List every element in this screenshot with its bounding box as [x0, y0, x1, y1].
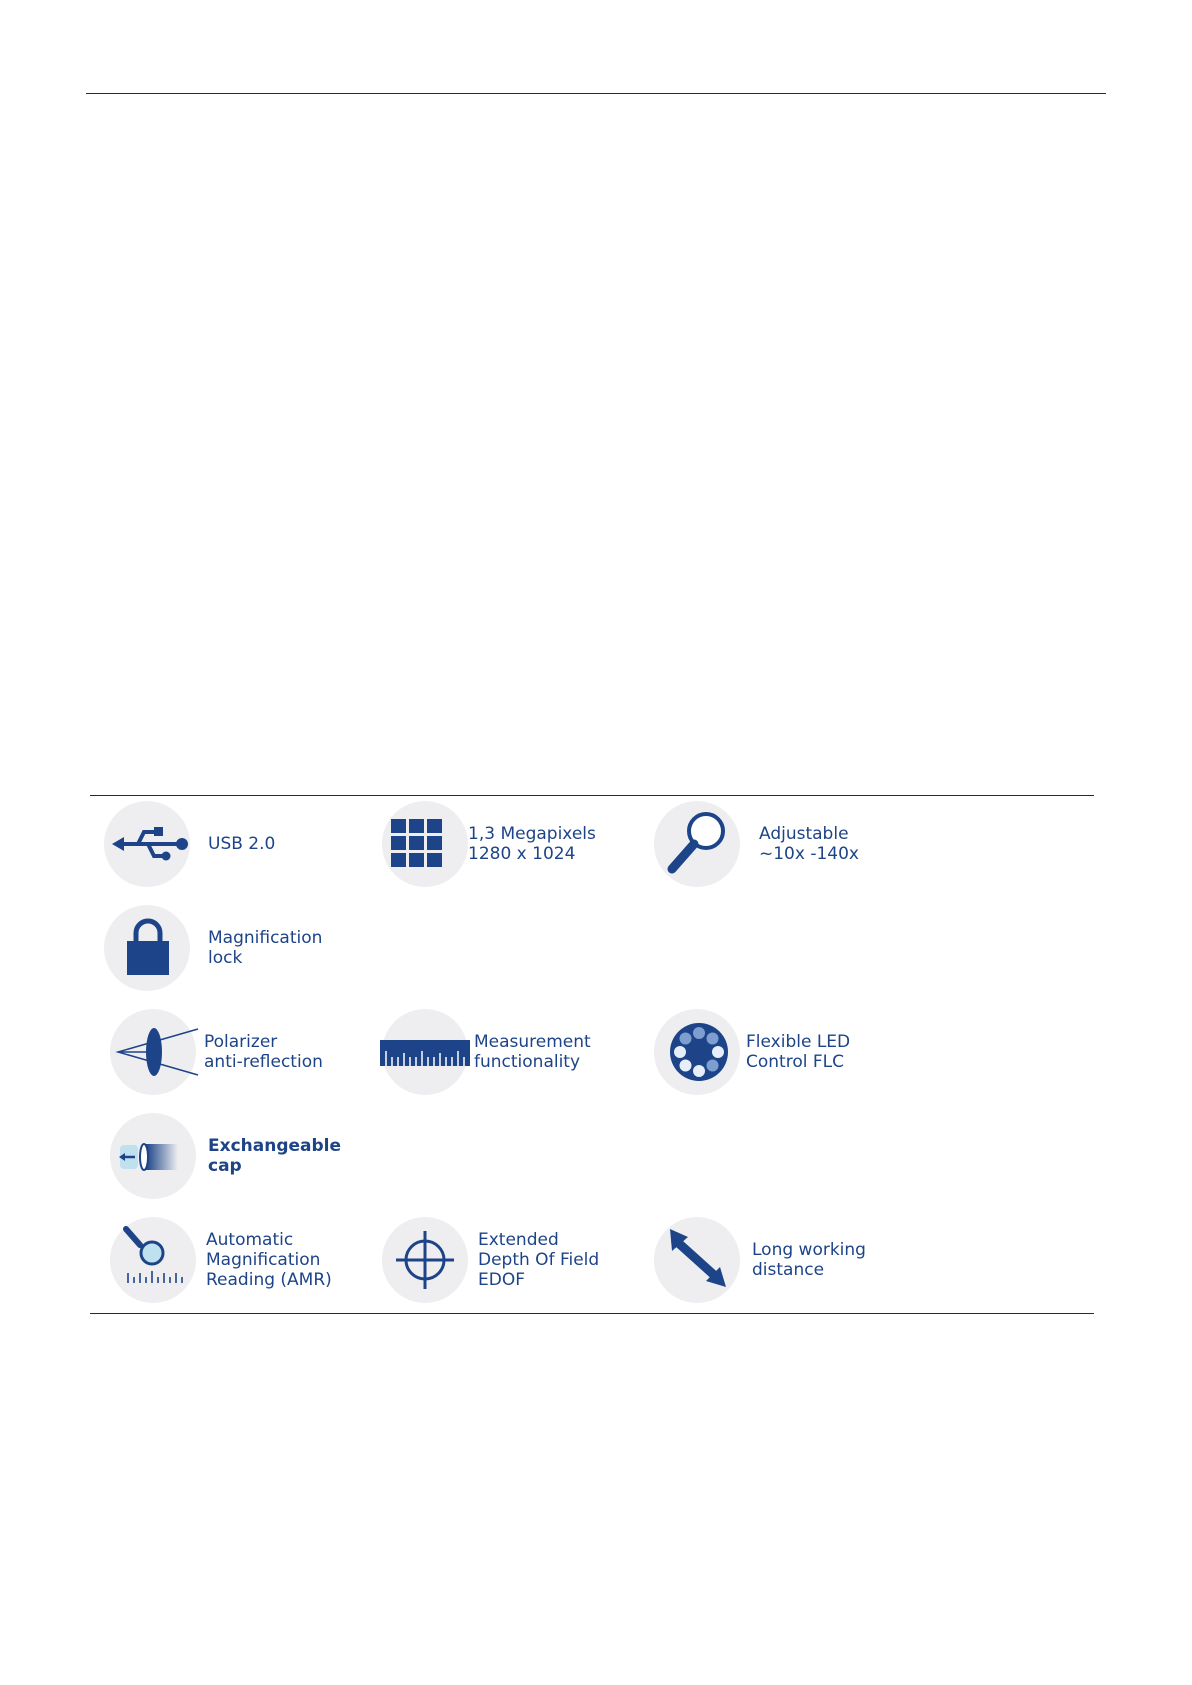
feature-measurement [382, 1009, 662, 1095]
feature-edof [382, 1217, 662, 1303]
feature-usb-label: USB 2.0 [208, 834, 276, 854]
feature-lock-label: Magnification lock [208, 928, 323, 968]
feature-adjustable [654, 801, 934, 887]
feature-measurement-label: Measurement functionality [474, 1032, 591, 1072]
feature-working-distance-label: Long working distance [752, 1240, 866, 1280]
feature-megapixels [382, 801, 662, 887]
feature-polarizer-label: Polarizer anti-reflection [204, 1032, 323, 1072]
crosshair-icon [382, 1217, 468, 1303]
feature-cap [110, 1113, 390, 1199]
feature-edof-label: Extended Depth Of Field EDOF [478, 1230, 600, 1290]
led-ring-icon [654, 1009, 740, 1095]
feature-amr [110, 1217, 390, 1303]
feature-working-distance [654, 1217, 934, 1303]
usb-icon [104, 801, 190, 887]
feature-adjustable-label: Adjustable ~10x -140x [759, 824, 859, 864]
feature-usb [104, 801, 384, 887]
magnification-reading-icon [110, 1217, 196, 1303]
exchangeable-cap-icon [110, 1113, 196, 1199]
feature-flc-label: Flexible LED Control FLC [746, 1032, 851, 1072]
feature-megapixels-label: 1,3 Megapixels 1280 x 1024 [468, 824, 596, 864]
ruler-icon [382, 1009, 468, 1095]
padlock-icon [104, 905, 190, 991]
header-rule [86, 93, 1106, 94]
features-top-rule [90, 795, 1094, 796]
feature-polarizer [110, 1009, 390, 1095]
diagonal-arrow-icon [654, 1217, 740, 1303]
polarizer-lens-icon [110, 1009, 196, 1095]
features-bottom-rule [90, 1313, 1094, 1314]
pixel-grid-icon [382, 801, 468, 887]
feature-amr-label: Automatic Magnification Reading (AMR) [206, 1230, 332, 1290]
feature-cap-label: Exchangeable cap [208, 1136, 342, 1176]
feature-lock [104, 905, 384, 991]
magnifier-icon [654, 801, 740, 887]
feature-flc [654, 1009, 934, 1095]
